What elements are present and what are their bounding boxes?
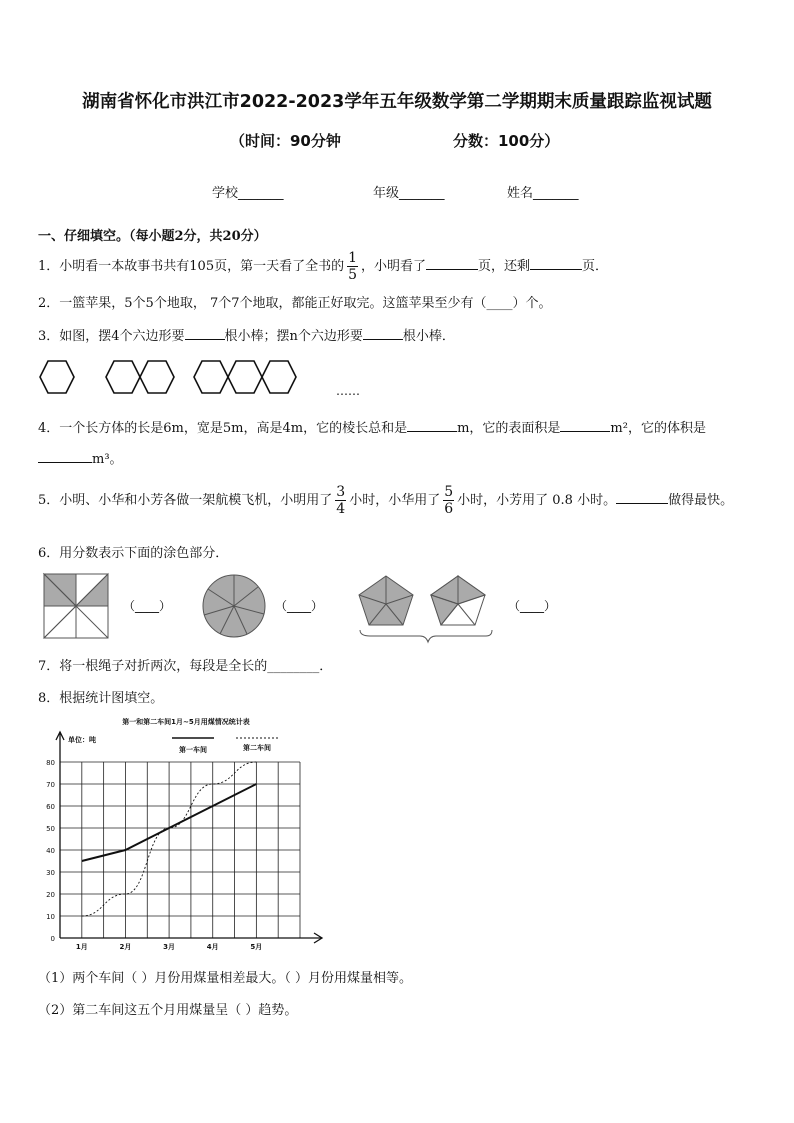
y-tick-label: 60 [46, 803, 55, 811]
x-tick-label: 2月 [119, 943, 132, 951]
ellipsis: …… [336, 384, 360, 398]
answer-paren-2: （____） [275, 599, 324, 613]
name-field: 姓名_______ [507, 186, 579, 201]
shaded-square [44, 574, 108, 638]
exam-time: （时间：90分钟 [230, 132, 341, 150]
shaded-pentagon-2 [431, 576, 485, 625]
question-6: 6．用分数表示下面的涂色部分． [38, 546, 229, 561]
y-tick-label: 40 [46, 847, 55, 855]
legend-label-1: 第一车间 [179, 746, 207, 754]
hexagon-3b [228, 361, 262, 393]
shaded-pentagon-1 [359, 576, 413, 625]
chart-unit-label: 单位：吨 [68, 736, 96, 744]
hexagon-1 [40, 361, 74, 393]
school-field: 学校_______ [212, 186, 284, 201]
y-tick-label: 80 [46, 759, 55, 767]
question-7: 7．将一根绳子对折两次，每段是全长的________． [38, 659, 333, 674]
chart-title: 第一和第二车间1月~5月用煤情况统计表 [122, 718, 250, 726]
x-tick-label: 1月 [75, 943, 88, 951]
hexagon-3c [262, 361, 296, 393]
x-tick-label: 5月 [250, 943, 263, 951]
question-2: 2．一篮苹果，5个5个地取， 7个7个地取，都能正好取完。这篮苹果至少有（____）个。 [38, 296, 552, 311]
question-4: 4．一个长方体的长是6m，宽是5m，高是4m，它的棱长总和是 m，它的表面积是 m²，它的体积是 [38, 421, 706, 436]
y-tick-label: 10 [46, 913, 55, 921]
question-1: 1．小明看一本故事书共有105页，第一天看了全书的 $\frac{1}{5}$ ，小明看了 页，还剩 页． [38, 250, 609, 283]
y-tick-label: 20 [46, 891, 55, 899]
page-title: 湖南省怀化市洪江市2022-2023学年五年级数学第二学期期末质量跟踪监视试题 [82, 92, 712, 112]
x-tick-label: 4月 [206, 943, 219, 951]
hexagon-figures [36, 354, 336, 404]
y-tick-label: 70 [46, 781, 55, 789]
section-heading: 一、仔细填空。（每小题2分，共20分） [38, 229, 267, 244]
answer-paren-3: （____） [508, 599, 557, 613]
line-chart [36, 712, 336, 957]
question-4-cont: m³。 [38, 448, 123, 467]
fraction: $\frac{1}{5}$ [348, 250, 358, 283]
legend-label-2: 第二车间 [243, 744, 271, 752]
exam-score: 分数：100分） [453, 132, 560, 150]
question-8-sub-1: （1）两个车间（ ）月份用煤量相差最大。（ ）月份用煤量相等。 [38, 971, 413, 986]
hexagon-3a [194, 361, 228, 393]
shaded-shapes [40, 572, 560, 646]
x-tick-label: 3月 [163, 943, 176, 951]
brace [360, 630, 492, 642]
question-5: 5．小明、小华和小芳各做一架航模飞机，小明用了 $\frac{3}{4}$ 小时，小华用了 $\frac{5}{6}$ 小时，小芳用了 0.8 小时。 做得最快。 [38, 484, 734, 517]
question-8: 8．根据统计图填空。 [38, 691, 164, 706]
question-8-sub-2: （2）第二车间这五个月用煤量呈（ ）趋势。 [38, 1003, 298, 1018]
hexagon-2b [140, 361, 174, 393]
hexagon-2a [106, 361, 140, 393]
y-tick-label: 50 [46, 825, 55, 833]
answer-paren-1: （____） [123, 599, 172, 613]
shaded-circle [203, 575, 265, 637]
y-tick-label: 30 [46, 869, 55, 877]
y-tick-label: 0 [50, 935, 55, 943]
question-3: 3．如图，摆4个六边形要 根小棒；摆n个六边形要 根小棒． [38, 329, 455, 344]
grade-field: 年级_______ [373, 186, 445, 201]
